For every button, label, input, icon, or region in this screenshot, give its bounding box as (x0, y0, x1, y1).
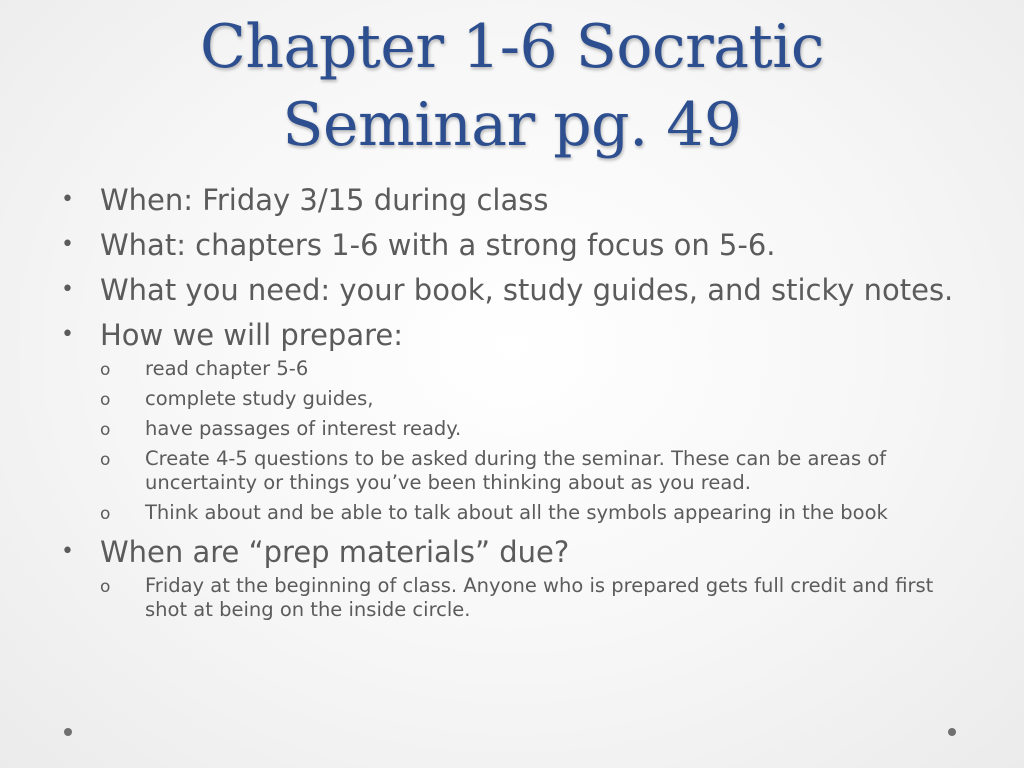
bullet-icon: • (61, 187, 74, 212)
sub-bullet-text: Friday at the beginning of class. Anyone who is prepared gets full credit and first shot at being on the inside circle. (145, 574, 934, 621)
sub-bullet-item (100, 357, 976, 381)
sub-bullet-list (100, 574, 976, 622)
sub-bullet-text: read chapter 5-6 (145, 357, 309, 380)
sub-bullet-icon: o (100, 420, 111, 440)
sub-bullet-icon: o (100, 504, 111, 524)
bullet-text: When are “prep materials” due? (100, 535, 570, 569)
sub-bullet-text: complete study guides, (145, 387, 374, 410)
bullet-when (56, 182, 976, 218)
bullet-text: What: chapters 1-6 with a strong focus on 5-6. (100, 228, 776, 262)
title-line-1: Chapter 1-6 Socratic (200, 12, 824, 82)
sub-bullet-icon: o (100, 577, 111, 597)
sub-bullet-icon: o (100, 360, 111, 380)
bullet-list (56, 182, 976, 622)
bullet-text: How we will prepare: (100, 318, 403, 352)
title-line-2: Seminar pg. 49 (282, 90, 742, 160)
sub-bullet-item (100, 417, 976, 441)
slide-title (0, 8, 1024, 164)
bullet-text: What you need: your book, study guides, and sticky notes. (100, 273, 954, 307)
bullet-icon: • (61, 322, 74, 347)
corner-dot-left-icon (64, 728, 72, 736)
bullet-when-due (56, 534, 976, 622)
bullet-icon: • (61, 232, 74, 257)
sub-bullet-item (100, 447, 976, 495)
corner-dot-right-icon (948, 728, 956, 736)
sub-bullet-icon: o (100, 390, 111, 410)
bullet-icon: • (61, 539, 74, 564)
sub-bullet-text: have passages of interest ready. (145, 417, 462, 440)
bullet-what (56, 227, 976, 263)
bullet-text: When: Friday 3/15 during class (100, 183, 549, 217)
bullet-how-prepare (56, 317, 976, 525)
sub-bullet-text: Create 4-5 questions to be asked during the seminar. These can be areas of uncertainty or things you’ve been thinking about as you read. (145, 447, 887, 494)
slide-body (56, 182, 976, 631)
sub-bullet-item (100, 387, 976, 411)
sub-bullet-item (100, 501, 976, 525)
bullet-what-you-need (56, 272, 976, 308)
sub-bullet-text: Think about and be able to talk about all the symbols appearing in the book (145, 501, 888, 524)
bullet-icon: • (61, 277, 74, 302)
sub-bullet-icon: o (100, 450, 111, 470)
sub-bullet-list (100, 357, 976, 525)
sub-bullet-item (100, 574, 976, 622)
